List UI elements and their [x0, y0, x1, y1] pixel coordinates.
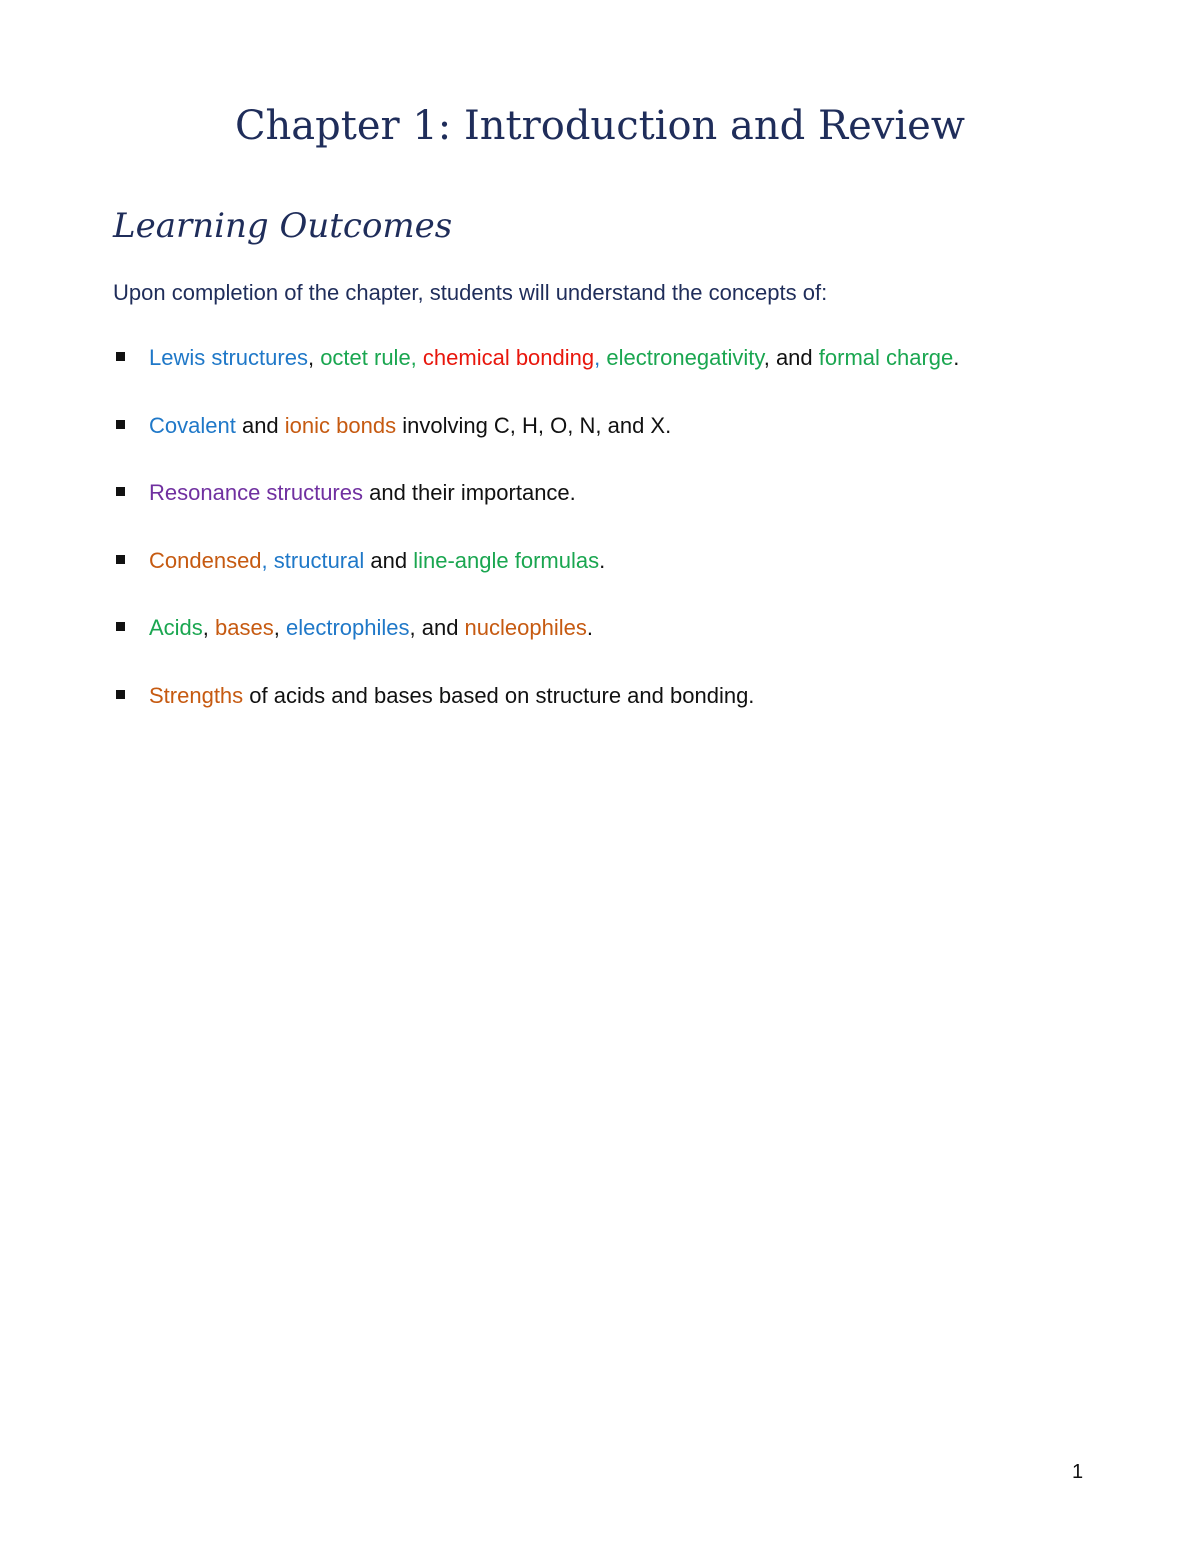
outcome-text-segment: Acids — [149, 615, 203, 640]
square-bullet-icon — [116, 622, 125, 631]
outcome-text-segment: Lewis structures — [149, 345, 308, 370]
outcome-text-segment: , — [307, 345, 321, 370]
list-item — [113, 410, 959, 478]
outcome-text-segment: octet rule, — [320, 345, 423, 370]
outcome-text-segment: formal charge — [818, 345, 954, 370]
list-item — [113, 342, 959, 410]
outcome-text-segment: , — [202, 615, 216, 640]
learning-outcomes-list — [113, 342, 959, 747]
page-title: Chapter 1: Introduction and Review — [234, 103, 966, 149]
outcome-text-segment: Covalent — [149, 412, 236, 438]
outcome-text-segment: involving C, H, O, N, and X. — [396, 412, 672, 438]
outcome-text-segment: of acids and bases based on structure and bonding. — [243, 682, 755, 708]
list-item — [113, 545, 959, 613]
outcome-text-segment: nucleophiles — [464, 615, 587, 640]
outcome-text-segment: , and — [763, 345, 819, 370]
page-number: 1 — [1072, 1461, 1084, 1483]
outcome-text-segment: line-angle formulas — [413, 547, 600, 573]
outcome-text-segment: , — [273, 615, 286, 640]
outcome-text-segment: electrophiles — [285, 615, 410, 640]
outcome-text-segment: . — [599, 547, 606, 573]
square-bullet-icon — [116, 690, 125, 699]
outcome-text-segment: Resonance structures — [149, 480, 363, 505]
list-item — [113, 680, 959, 748]
outcome-text-segment: ionic bonds — [284, 412, 397, 438]
outcome-text-segment: , and — [409, 615, 465, 640]
outcome-text-segment: Condensed — [149, 547, 262, 573]
outcome-text-segment: and — [364, 547, 414, 573]
outcome-text-segment: electronegativity — [606, 345, 764, 370]
square-bullet-icon — [116, 555, 125, 564]
outcome-text-segment: and — [235, 412, 285, 438]
square-bullet-icon — [116, 420, 125, 429]
outcome-text-segment: bases — [215, 615, 274, 640]
outcome-text-segment: Strengths — [149, 682, 244, 708]
outcome-text-segment: . — [953, 345, 960, 370]
outcome-text-segment: and their importance. — [363, 480, 576, 505]
square-bullet-icon — [116, 487, 125, 496]
list-item — [113, 612, 959, 680]
outcome-text-segment: , — [594, 345, 607, 370]
outcome-text-segment: . — [586, 615, 593, 640]
outcome-text-segment: structural — [273, 547, 365, 573]
list-item — [113, 477, 959, 545]
intro-text: Upon completion of the chapter, students will understand the concepts of: — [113, 280, 828, 305]
square-bullet-icon — [116, 352, 125, 361]
section-heading: Learning Outcomes — [113, 206, 453, 246]
outcome-text-segment: , — [261, 547, 274, 573]
outcome-text-segment: chemical bonding — [422, 345, 595, 370]
